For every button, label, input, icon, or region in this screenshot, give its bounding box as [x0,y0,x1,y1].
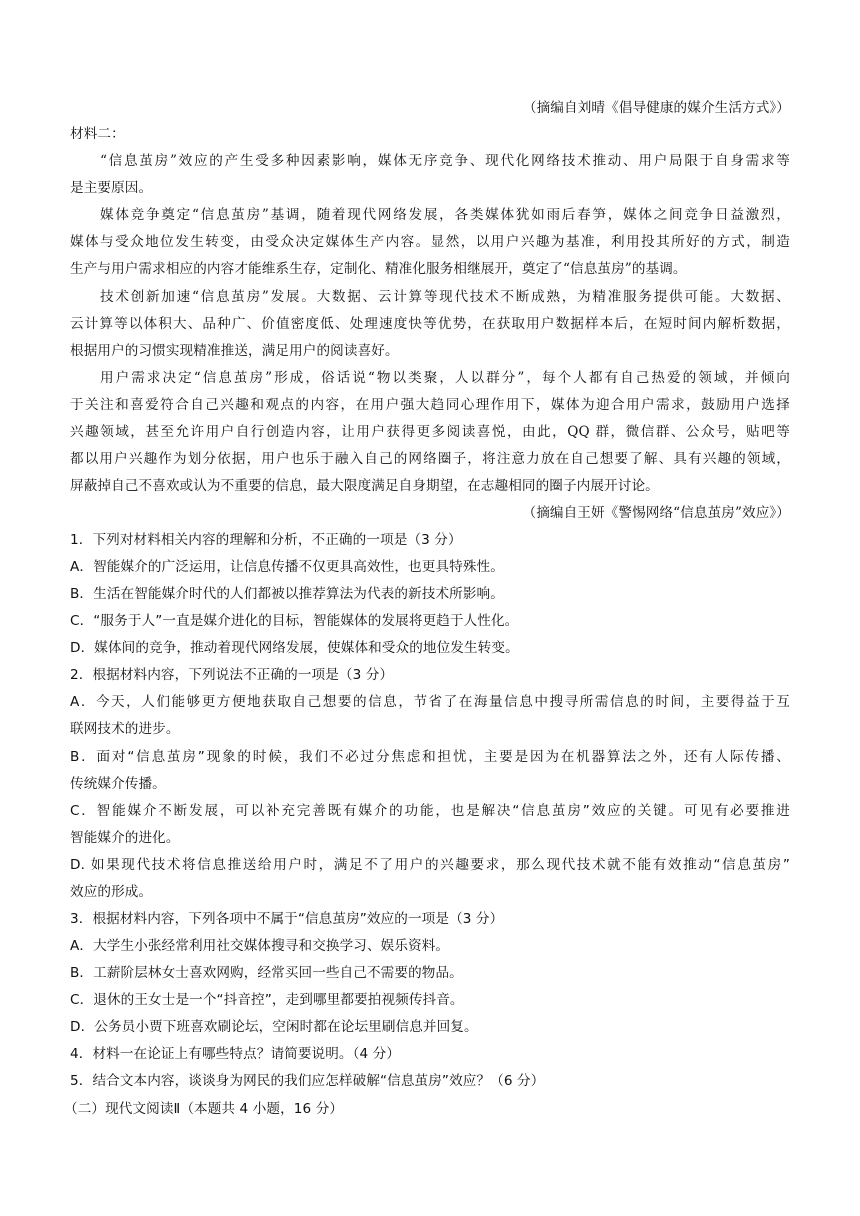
q5-stem: 5．结合文本内容，谈谈身为网民的我们应怎样破解“信息茧房”效应？（6 分） [70,1073,545,1089]
material2-heading: 材料二： [70,126,125,142]
m2-p4-line2: 于关注和喜爱符合自己兴趣和观点的内容，在用户强大趋同心理作用下，媒体为迎合用户需求，鼓励用户选择 [70,397,790,413]
q2-option-a-line2: 联网技术的进步。 [70,721,180,737]
m2-p4-line1: 用户需求决定“信息茧房”形成，俗话说“物以类聚，人以群分”，每个人都有自己热爱的领域，并倾向 [100,370,790,386]
q2-option-a-line1: A．今天，人们能够更方便地获取自己想要的信息，节省了在海量信息中搜寻所需信息的时间，主要得益于互 [70,694,790,710]
m2-p4-line4: 都以用户兴趣作为划分依据，用户也乐于融入自己的网络圈子，将注意力放在自己想要了解、具有兴趣的领域， [70,451,790,467]
q2-option-d-line1: D. 如果现代技术将信息推送给用户时，满足不了用户的兴趣要求，那么现代技术就不能有效推动“信息茧房” [70,857,790,873]
q2-option-b-line1: B．面对“信息茧房”现象的时候，我们不必过分焦虑和担忧，主要是因为在机器算法之外，还有人际传播、 [70,749,790,765]
m2-p3-line3: 根据用户的习惯实现精准推送，满足用户的阅读喜好。 [70,343,399,359]
q2-option-b-line2: 传统媒介传播。 [70,776,166,792]
m2-p1-line2: 是主要原因。 [70,180,153,196]
m2-p3-line2: 云计算等以体积大、品种广、价值密度低、处理速度快等优势，在获取用户数据样本后，在短时间内解析数据， [70,316,790,332]
q1-stem: 1．下列对材料相关内容的理解和分析，不正确的一项是（3 分） [70,532,462,548]
q1-option-c: C．“服务于人”一直是媒介进化的目标，智能媒体的发展将更趋于人性化。 [70,613,519,629]
m2-p4-line5: 屏蔽掉自己不喜欢或认为不重要的信息，最大限度满足自身期望，在志趣相同的圈子内展开讨论。 [70,478,659,494]
q3-option-c: C．退休的王女士是一个“抖音控”，走到哪里都要拍视频传抖音。 [70,992,464,1008]
m2-p4-line3: 兴趣领域，甚至允许用户自行创造内容，让用户获得更多阅读喜悦，由此，QQ 群，微信群、公众号，贴吧等 [70,424,790,440]
q3-option-a: A．大学生小张经常利用社交媒体搜寻和交换学习、娱乐资料。 [70,938,450,954]
m2-p1-line1: “信息茧房”效应的产生受多种因素影响，媒体无序竞争、现代化网络技术推动、用户局限于自身需求等 [100,153,790,169]
m2-p2-line1: 媒体竞争奠定“信息茧房”基调，随着现代网络发展，各类媒体犹如雨后春笋，媒体之间竞争日益激烈， [100,207,790,223]
section2-heading: （二）现代文阅读Ⅱ（本题共 4 小题，16 分） [64,1101,344,1117]
q4-stem: 4．材料一在论证上有哪些特点？请简要说明。（4 分） [70,1046,401,1062]
q2-option-c-line1: C．智能媒介不断发展，可以补充完善既有媒介的功能，也是解决“信息茧房”效应的关键。可见有必要推进 [70,803,790,819]
q2-stem: 2．根据材料内容，下列说法不正确的一项是（3 分） [70,667,394,683]
q1-option-b: B．生活在智能媒介时代的人们都被以推荐算法为代表的新技术所影响。 [70,586,504,602]
q2-option-d-line2: 效应的形成。 [70,884,153,900]
m2-p3-line1: 技术创新加速“信息茧房”发展。大数据、云计算等现代技术不断成熟，为精准服务提供可能。大数据、 [100,289,790,305]
material1-source: （摘编自刘晴《倡导健康的媒介生活方式》） [522,100,790,116]
q3-option-d: D．公务员小贾下班喜欢刷论坛，空闲时都在论坛里刷信息并回复。 [70,1019,478,1035]
q1-option-a: A．智能媒介的广泛运用，让信息传播不仅更具高效性，也更具特殊性。 [70,559,504,575]
q2-option-c-line2: 智能媒介的进化。 [70,830,180,846]
q3-stem: 3．根据材料内容，下列各项中不属于“信息茧房”效应的一项是（3 分） [70,911,504,927]
q1-option-d: D．媒体间的竞争，推动着现代网络发展，使媒体和受众的地位发生转变。 [70,640,519,656]
q3-option-b: B．工薪阶层林女士喜欢网购，经常买回一些自己不需要的物品。 [70,965,463,981]
material2-source: （摘编自王妍《警惕网络“信息茧房”效应》） [522,505,790,521]
m2-p2-line2: 媒体与受众地位发生转变，由受众决定媒体生产内容。显然，以用户兴趣为基准，利用投其所好的方式，制造 [70,234,790,250]
m2-p2-line3: 生产与用户需求相应的内容才能维系生存，定制化、精准化服务相继展开，奠定了“信息茧房”的基调。 [70,261,687,277]
